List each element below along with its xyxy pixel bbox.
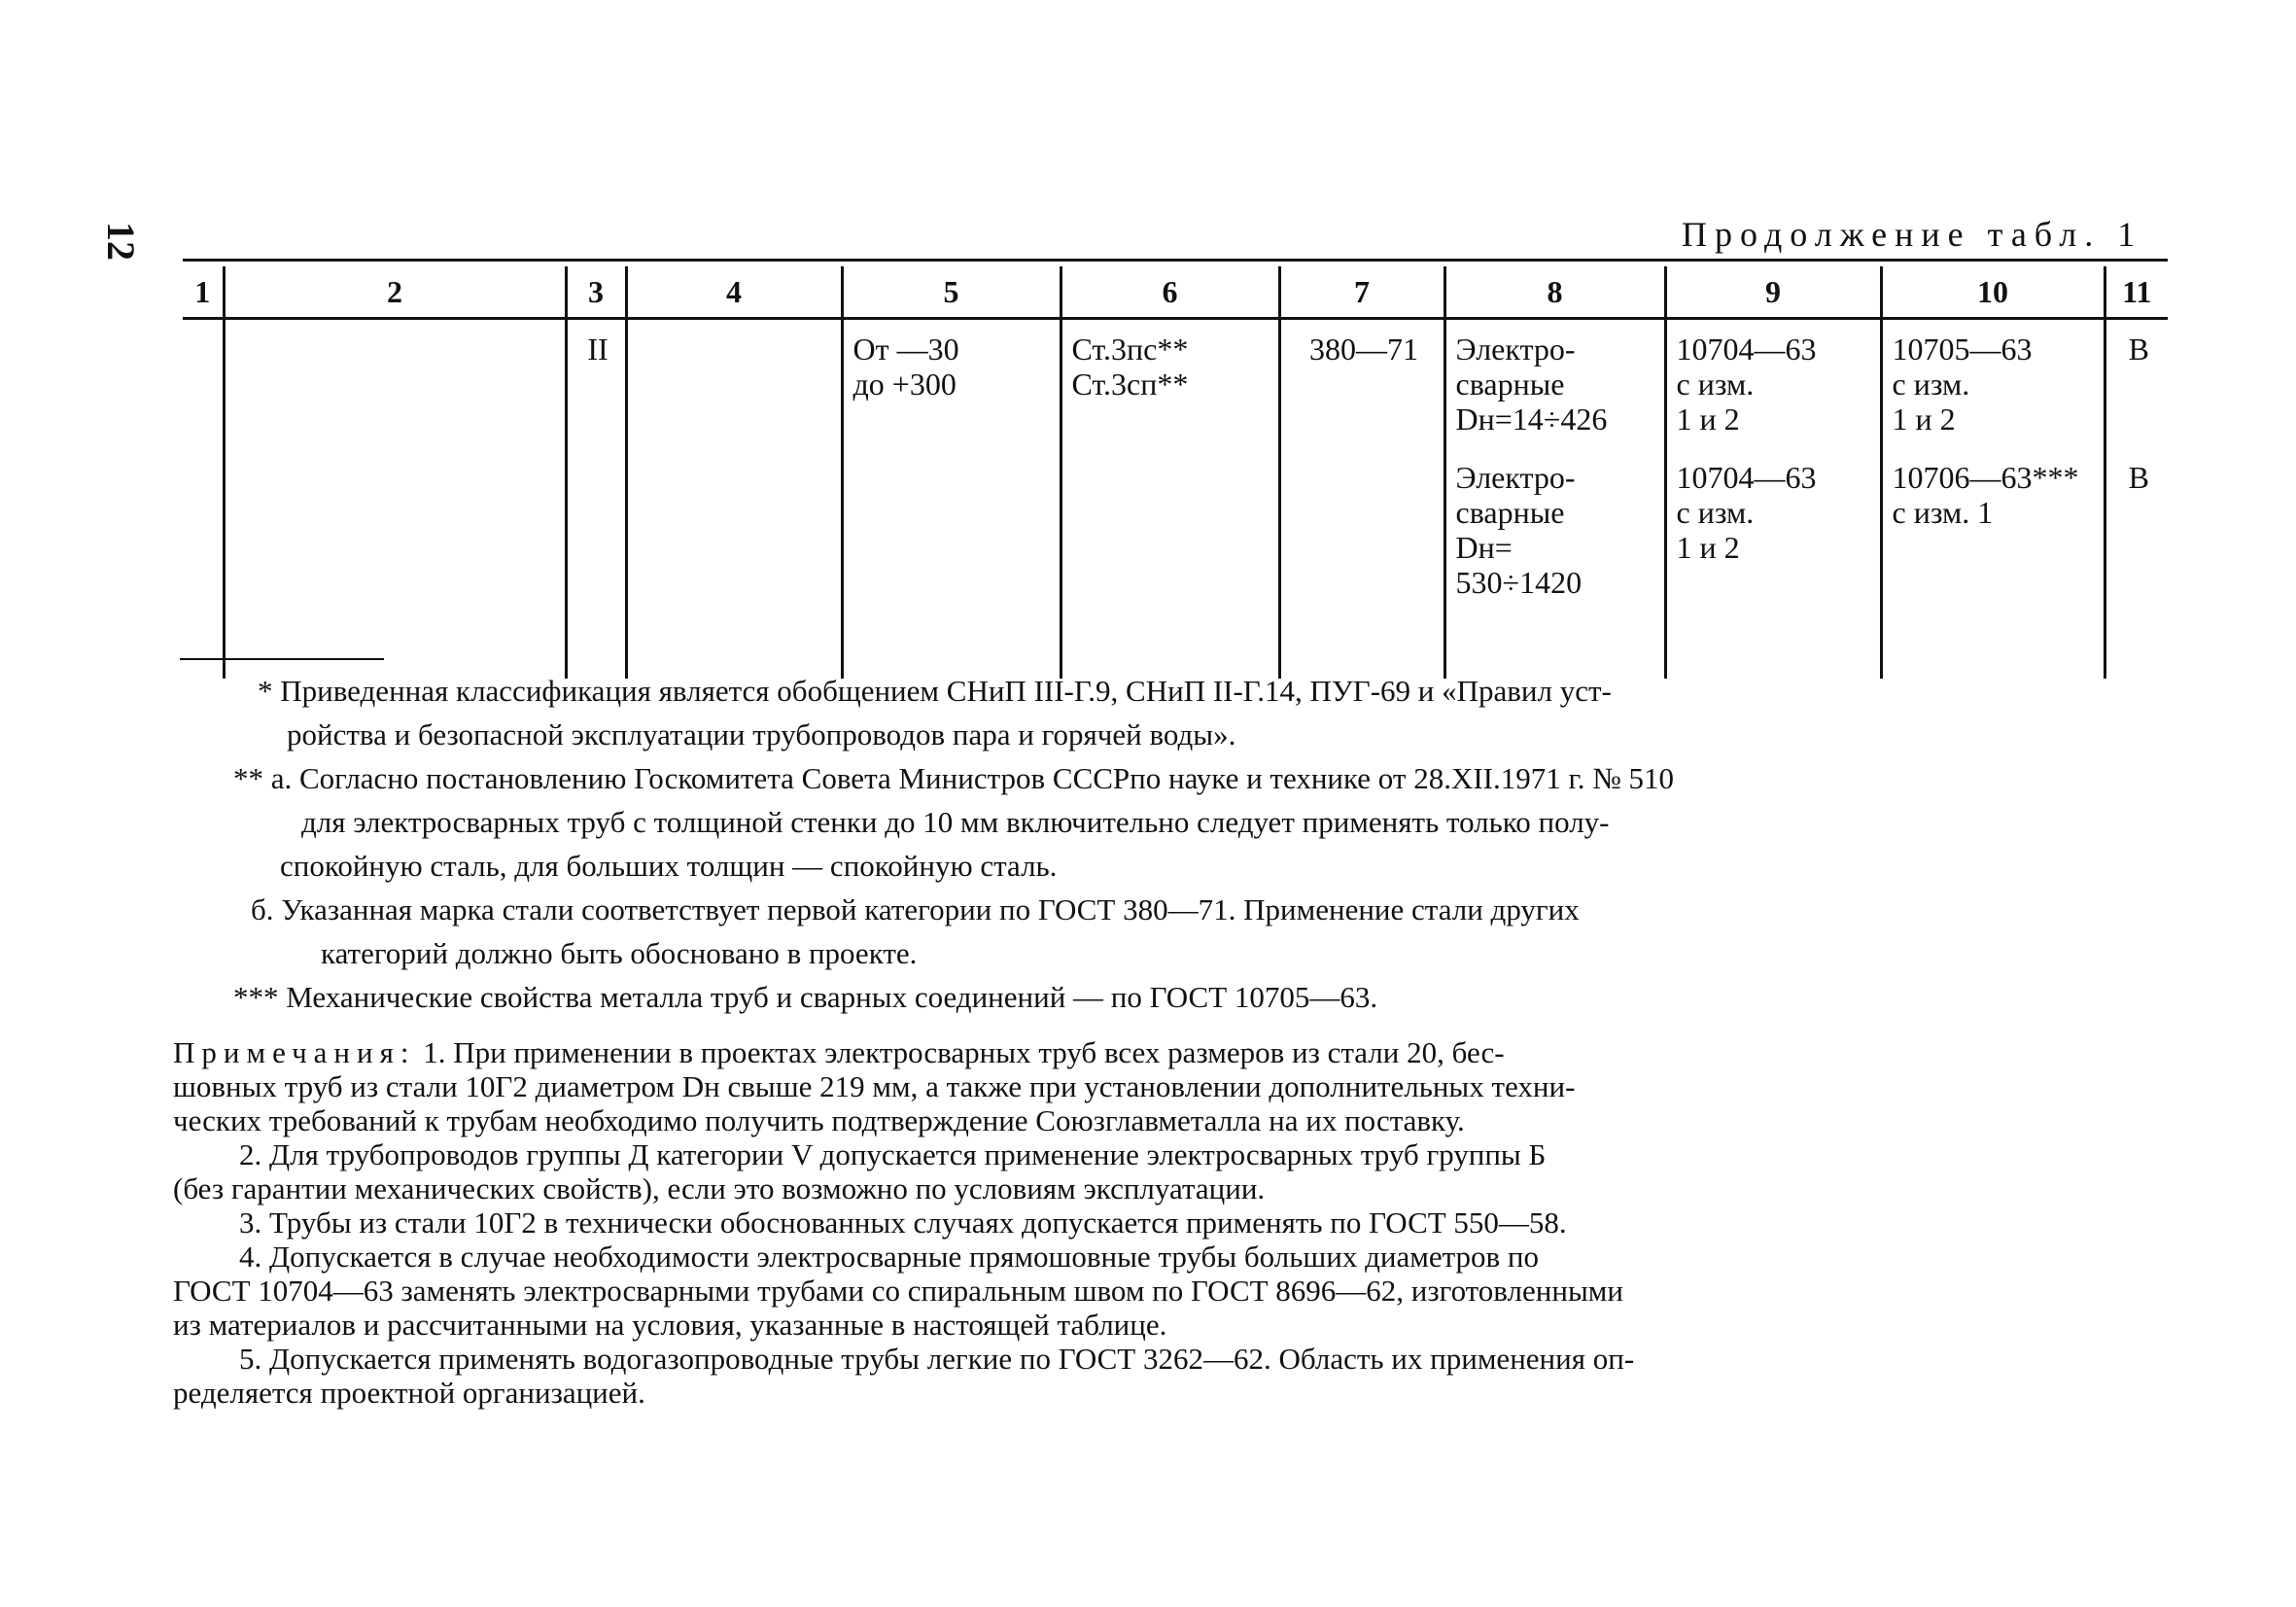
col-header-9: 9 — [1665, 266, 1881, 319]
cell-pipe-type — [1444, 319, 1665, 679]
col-header-7: 7 — [1279, 266, 1444, 319]
temperature-to: до +300 — [852, 367, 957, 402]
pipe-type-b-1: Электро- — [1455, 460, 1576, 495]
table-continuation-label: Продолжение табл. 1 — [1682, 215, 2143, 254]
row-spacer — [1893, 437, 2098, 460]
steel-grade-2: Ст.3сп** — [1071, 367, 1189, 402]
cell-col-1 — [183, 319, 224, 679]
gost-tech-b-2: с изм. 1 — [1892, 495, 1994, 530]
footnote-2a-line-2: для электросварных труб с толщиной стенки до 10 мм включительно следует применять только полу- — [301, 805, 1610, 839]
pipe-type-a-3: Dн=14÷426 — [1455, 402, 1608, 437]
gost-pipe-b-2: с изм. — [1676, 495, 1755, 530]
remark-1-line-1-text: 1. При применении в проектах электросварных труб всех размеров из стали 20, бес- — [423, 1035, 1505, 1069]
footnote-2a-line-3: спокойную сталь, для больших толщин — спокойную сталь. — [280, 849, 1058, 883]
remarks-title: Примечания: — [173, 1035, 416, 1069]
group-spacer — [2116, 367, 2163, 402]
col-header-10: 10 — [1881, 266, 2105, 319]
footnote-1-line-2: ройства и безопасной эксплуатации трубопроводов пара и горячей воды». — [287, 717, 1236, 751]
gost-pipe-a-3: 1 и 2 — [1676, 402, 1740, 437]
cell-gost-steel — [1279, 319, 1444, 679]
col-header-11: 11 — [2105, 266, 2168, 319]
remarks — [173, 1035, 2127, 1410]
pipe-type-b-3: Dн= — [1455, 530, 1513, 565]
gost-pipe-b-3: 1 и 2 — [1676, 530, 1740, 565]
footnote-3: *** Механические свойства металла труб и сварных соединений — по ГОСТ 10705—63. — [233, 980, 1378, 1014]
gost-tech-b-1: 10706—63*** — [1892, 460, 2079, 495]
cell-col-4 — [626, 319, 842, 679]
category-value: II — [587, 332, 609, 367]
group-b: В — [2128, 460, 2149, 495]
remark-4-line-3: из материалов и рассчитанными на условия, указанные в настоящей таблице. — [173, 1308, 1167, 1342]
pipe-specification-table — [183, 266, 2168, 679]
col-header-5: 5 — [842, 266, 1061, 319]
remark-5-line-1: 5. Допускается применять водогазопроводные трубы легкие по ГОСТ 3262—62. Область их применения оп- — [239, 1342, 1635, 1376]
pipe-type-b-2: сварные — [1455, 495, 1565, 530]
page-number: 12 — [99, 222, 143, 261]
cell-group — [2105, 319, 2168, 679]
table-row — [183, 319, 2168, 679]
pipe-type-a-1: Электро- — [1455, 332, 1576, 367]
cell-gost-pipe — [1665, 319, 1881, 679]
gost-tech-a-2: с изм. — [1892, 367, 1970, 402]
gost-steel-value: 380—71 — [1309, 332, 1418, 367]
row-spacer — [1677, 437, 1874, 460]
footnotes — [165, 669, 2139, 1019]
gost-pipe-a-2: с изм. — [1676, 367, 1755, 402]
col-header-8: 8 — [1444, 266, 1665, 319]
table-header-row — [183, 266, 2168, 319]
remark-3: 3. Трубы из стали 10Г2 в технически обоснованных случаях допускается применять по ГОСТ 550—58. — [239, 1205, 1567, 1240]
pipe-type-a-2: сварные — [1455, 367, 1565, 402]
remark-4-line-2: ГОСТ 10704—63 заменять электросварными трубами со спиральным швом по ГОСТ 8696—62, изготовленными — [173, 1274, 1623, 1308]
remark-5-line-2: ределяется проектной организацией. — [173, 1376, 645, 1410]
col-header-6: 6 — [1061, 266, 1279, 319]
remark-2-line-2: (без гарантии механических свойств), если это возможно по условиям эксплуатации. — [173, 1171, 1266, 1205]
cell-steel-grade — [1061, 319, 1279, 679]
col-header-2: 2 — [224, 266, 566, 319]
cell-col-2 — [224, 319, 566, 679]
remark-1-line-3: ческих требований к трубам необходимо получить подтверждение Союзглавметалла на их поставку. — [173, 1103, 1465, 1137]
remark-1-line-1 — [173, 1035, 2127, 1069]
gost-tech-a-1: 10705—63 — [1892, 332, 2033, 367]
steel-grade-1: Ст.3пс** — [1071, 332, 1189, 367]
cell-temperature — [842, 319, 1061, 679]
col-header-3: 3 — [566, 266, 626, 319]
row-spacer — [2116, 437, 2163, 460]
group-spacer — [2116, 402, 2163, 437]
gost-pipe-a-1: 10704—63 — [1676, 332, 1817, 367]
row-spacer — [1456, 437, 1658, 460]
group-a: В — [2128, 332, 2149, 367]
table-top-rule — [183, 259, 2168, 262]
pipe-type-b-4: 530÷1420 — [1455, 565, 1583, 600]
remark-2-line-1: 2. Для трубопроводов группы Д категории V допускается применение электросварных труб группы Б — [239, 1137, 1547, 1171]
gost-pipe-b-1: 10704—63 — [1676, 460, 1817, 495]
temperature-from: От —30 — [852, 332, 959, 367]
col-header-4: 4 — [626, 266, 842, 319]
cell-category — [566, 319, 626, 679]
footnote-2b-line-2: категорий должно быть обосновано в проекте. — [321, 936, 918, 970]
col-header-1: 1 — [183, 266, 224, 319]
remark-4-line-1: 4. Допускается в случае необходимости электросварные прямошовные трубы больших диаметров по — [239, 1240, 1539, 1274]
footnote-1-line-1: * Приведенная классификация является обобщением СНиП III-Г.9, СНиП II-Г.14, ПУГ-69 и «Правил уст- — [258, 674, 1612, 708]
footnote-separator — [180, 658, 384, 660]
remark-1-line-2: шовных труб из стали 10Г2 диаметром Dн свыше 219 мм, а также при установлении дополнительных техни- — [173, 1069, 1576, 1103]
footnote-2b-line-1: б. Указанная марка стали соответствует первой категории по ГОСТ 380—71. Применение стали других — [251, 892, 1580, 926]
footnote-2a-line-1: ** а. Согласно постановлению Госкомитета Совета Министров СССРпо науке и технике от 28.XII.1971 г. № 510 — [233, 761, 1675, 795]
gost-tech-a-3: 1 и 2 — [1892, 402, 1956, 437]
cell-gost-tech — [1881, 319, 2105, 679]
